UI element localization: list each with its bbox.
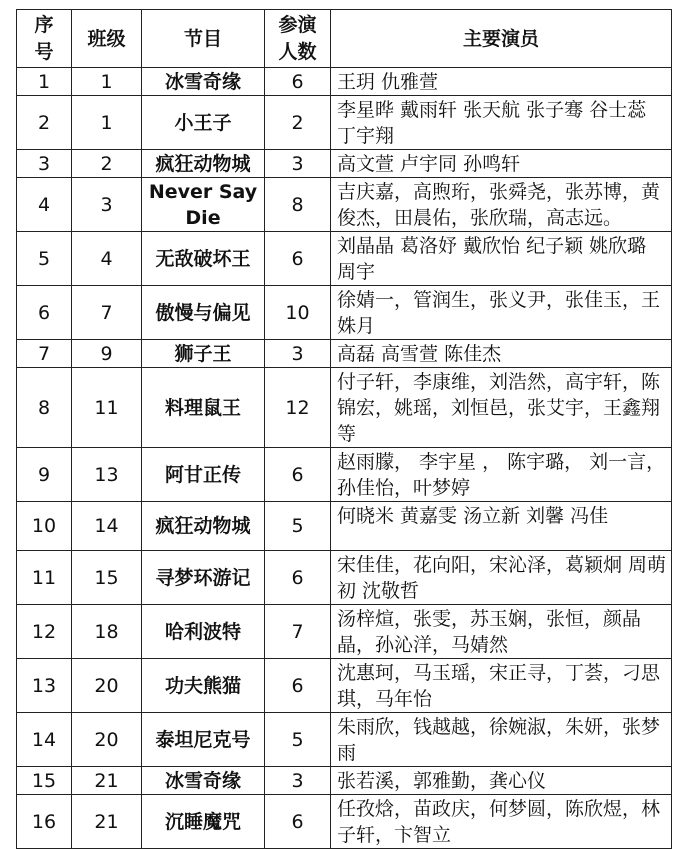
program-cell: 疯狂动物城 [142,502,265,551]
cast-table [16,9,672,849]
header-count: 参演 人数 [265,10,331,68]
row-index-cell: 7 [17,340,72,368]
program-cell: 狮子王 [142,340,265,368]
program-cell: Never Say Die [142,178,265,232]
cast-count-cell: 6 [265,232,331,286]
actors-cell: 任孜焓，苗政庆，何梦圆，陈欣煜，林子轩，卞智立 [331,795,672,849]
cast-count-cell: 7 [265,605,331,659]
table-row [17,713,672,767]
cast-count-cell: 6 [265,795,331,849]
row-index-cell: 1 [17,68,72,96]
actors-cell: 汤梓煊，张雯，苏玉娴，张恒，颜晶晶，孙沁洋，马婧然 [331,605,672,659]
row-index-cell: 11 [17,551,72,605]
class-cell: 2 [72,150,142,178]
actors-cell: 赵雨朦， 李宇星 ， 陈宇璐， 刘一言，孙佳怡，叶梦婷 [331,448,672,502]
actors-cell: 高磊 高雪萱 陈佳杰 [331,340,672,368]
cast-count-cell: 3 [265,767,331,795]
row-index-cell: 5 [17,232,72,286]
table-row [17,232,672,286]
actors-cell: 刘晶晶 葛洛妤 戴欣怡 纪子颖 姚欣璐 周宇 [331,232,672,286]
actors-cell: 李星晔 戴雨轩 张天航 张子骞 谷士蕊 丁宇翔 [331,96,672,150]
actors-cell: 付子轩，李康维，刘浩然，高宇轩，陈锦宏，姚瑶，刘恒邑，张艾宇，王鑫翔等 [331,368,672,448]
table-row [17,795,672,849]
cast-count-cell: 6 [265,659,331,713]
table-row [17,502,672,551]
actors-cell: 徐婧一，管润生，张义尹，张佳玉，王姝月 [331,286,672,340]
header-class: 班级 [72,10,142,68]
row-index-cell: 3 [17,150,72,178]
row-index-cell: 13 [17,659,72,713]
row-index-cell: 16 [17,795,72,849]
program-cell: 哈利波特 [142,605,265,659]
actors-cell: 高文萱 卢宇同 孙鸣轩 [331,150,672,178]
cast-count-cell: 10 [265,286,331,340]
class-cell: 3 [72,178,142,232]
class-cell: 15 [72,551,142,605]
table-row [17,448,672,502]
program-cell: 无敌破坏王 [142,232,265,286]
cast-count-cell: 5 [265,713,331,767]
class-cell: 21 [72,795,142,849]
row-index-cell: 14 [17,713,72,767]
class-cell: 1 [72,96,142,150]
program-cell: 寻梦环游记 [142,551,265,605]
table-row [17,340,672,368]
class-cell: 13 [72,448,142,502]
row-index-cell: 8 [17,368,72,448]
header-program: 节目 [142,10,265,68]
program-cell: 阿甘正传 [142,448,265,502]
table-row [17,551,672,605]
class-cell: 21 [72,767,142,795]
program-cell: 冰雪奇缘 [142,68,265,96]
cast-count-cell: 2 [265,96,331,150]
cast-count-cell: 6 [265,448,331,502]
table-row [17,368,672,448]
cast-count-cell: 5 [265,502,331,551]
program-cell: 泰坦尼克号 [142,713,265,767]
table-row [17,150,672,178]
actors-cell: 何晓米 黄嘉雯 汤立新 刘馨 冯佳 [331,502,672,551]
class-cell: 20 [72,713,142,767]
cast-count-cell: 8 [265,178,331,232]
program-cell: 小王子 [142,96,265,150]
cast-count-cell: 3 [265,150,331,178]
row-index-cell: 9 [17,448,72,502]
cast-count-cell: 12 [265,368,331,448]
table-row [17,659,672,713]
program-cell: 沉睡魔咒 [142,795,265,849]
table-row [17,178,672,232]
row-index-cell: 15 [17,767,72,795]
program-cell: 功夫熊猫 [142,659,265,713]
class-cell: 11 [72,368,142,448]
actors-cell: 王玥 仇雅萱 [331,68,672,96]
class-cell: 20 [72,659,142,713]
table-row [17,96,672,150]
class-cell: 9 [72,340,142,368]
table-body [17,68,672,849]
actors-cell: 吉庆嘉，高煦珩，张舜尧，张苏博，黄俊杰，田晨佑，张欣瑞，高志远。 [331,178,672,232]
header-actors: 主要演员 [331,10,672,68]
header-index: 序 号 [17,10,72,68]
actors-cell: 张若溪，郭雅勤，龚心仪 [331,767,672,795]
cast-count-cell: 3 [265,340,331,368]
actors-cell: 宋佳佳，花向阳，宋沁泽，葛颖炯 周萌初 沈敬哲 [331,551,672,605]
class-cell: 7 [72,286,142,340]
program-cell: 料理鼠王 [142,368,265,448]
cast-table-wrapper [16,9,672,849]
program-cell: 疯狂动物城 [142,150,265,178]
program-cell: 傲慢与偏见 [142,286,265,340]
header-row [17,10,672,68]
table-row [17,767,672,795]
cast-count-cell: 6 [265,551,331,605]
class-cell: 18 [72,605,142,659]
class-cell: 4 [72,232,142,286]
row-index-cell: 4 [17,178,72,232]
table-row [17,286,672,340]
actors-cell: 朱雨欣，钱越越，徐婉淑，朱妍，张梦雨 [331,713,672,767]
program-cell: 冰雪奇缘 [142,767,265,795]
row-index-cell: 6 [17,286,72,340]
table-row [17,68,672,96]
cast-count-cell: 6 [265,68,331,96]
table-row [17,605,672,659]
row-index-cell: 12 [17,605,72,659]
row-index-cell: 10 [17,502,72,551]
row-index-cell: 2 [17,96,72,150]
class-cell: 14 [72,502,142,551]
class-cell: 1 [72,68,142,96]
actors-cell: 沈惠珂，马玉瑶，宋正寻，丁荟，刁思琪，马年怡 [331,659,672,713]
